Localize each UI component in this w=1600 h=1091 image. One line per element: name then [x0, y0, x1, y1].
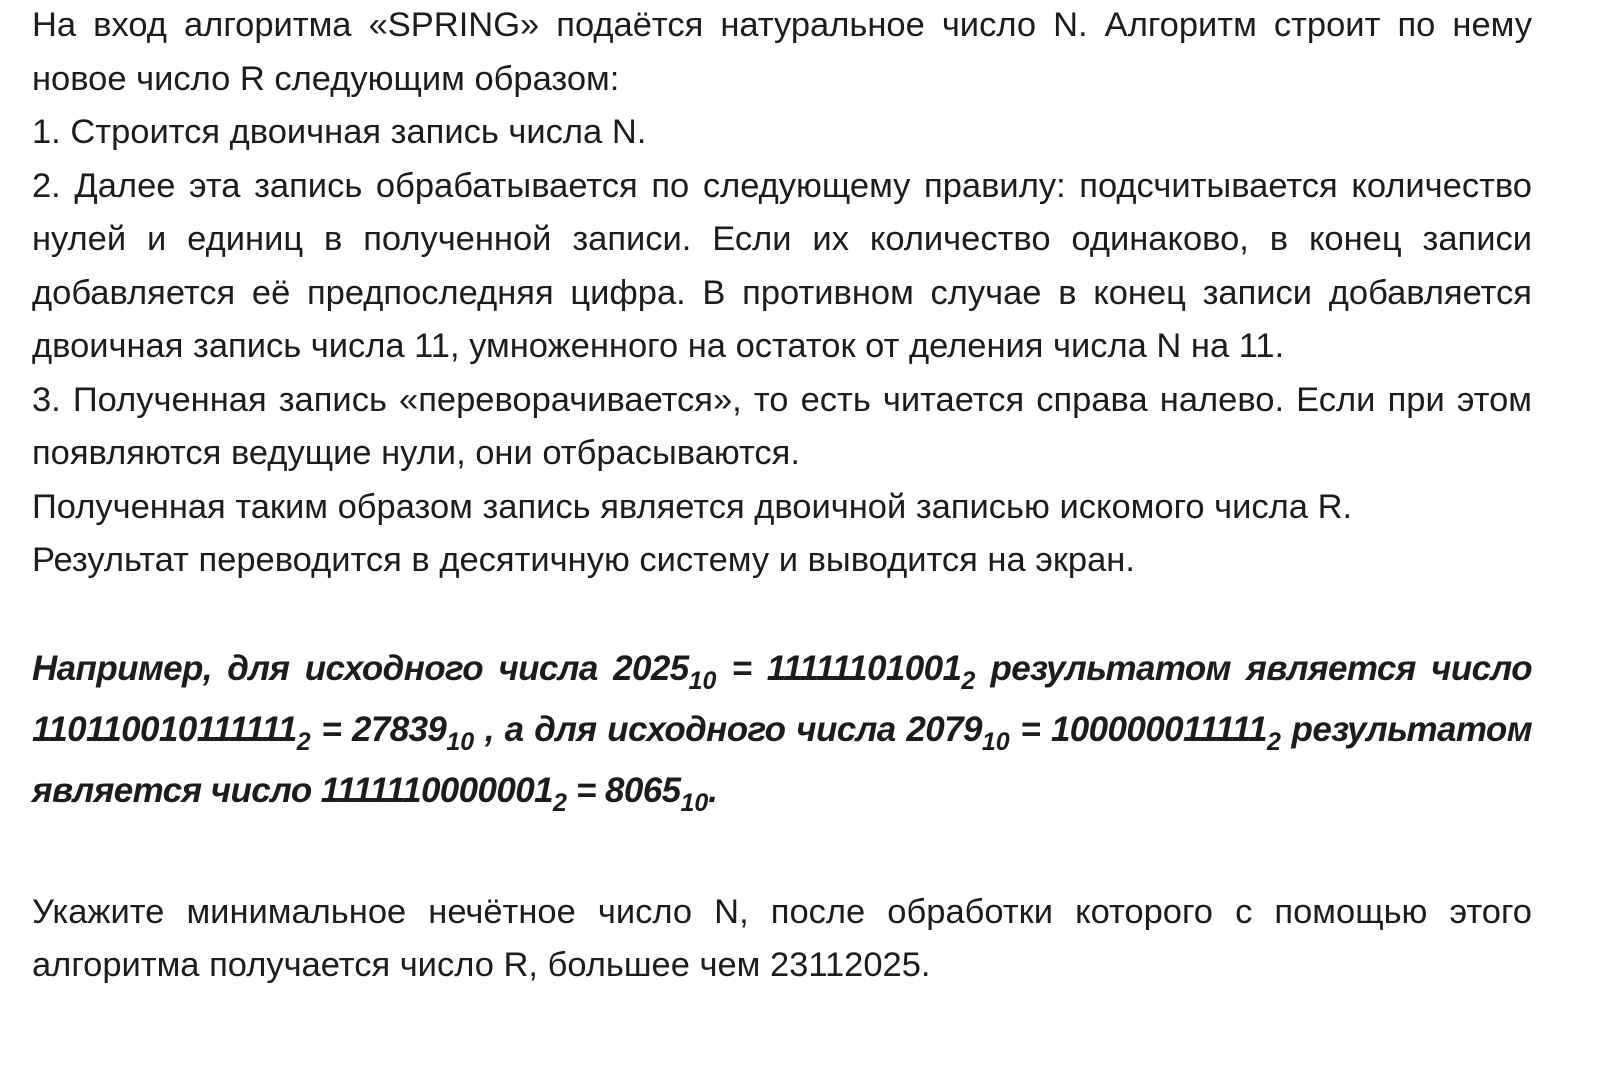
- example-number: 2025: [613, 648, 689, 688]
- result-paragraph: Полученная таким образом запись является двоичной записью искомого числа R.: [32, 487, 1353, 526]
- intro-paragraph: На вход алгоритма «SPRING» подаётся натуральное число N. Алгоритм строит по нему новое число R следующим образом:: [32, 6, 1532, 98]
- example-number: 8065: [605, 770, 681, 810]
- example-paragraph: [32, 638, 1532, 821]
- example-text: =: [716, 648, 767, 688]
- example-base: 2: [961, 666, 976, 695]
- example-text: =: [566, 770, 605, 810]
- task-document: [32, 0, 1532, 993]
- example-base: 10: [680, 788, 709, 817]
- example-base: 2: [553, 788, 567, 817]
- step-2-paragraph: 2. Далее эта запись обрабатывается по следующему правилу: подсчитывается количество нулей и единиц в полученной записи. Если их количество одинаково, в конец записи добавляется её предпоследняя цифра. В противном случае в конец записи добавляется двоичная запись числа 11, умноженного на остаток от деления числа N на 11.: [32, 166, 1532, 365]
- example-text: .: [708, 770, 718, 810]
- example-text: результатом является число: [32, 709, 1532, 810]
- example-base: 10: [981, 727, 1010, 756]
- example-number: 2079: [906, 709, 982, 749]
- example-base: 2: [1266, 727, 1281, 756]
- output-paragraph: Результат переводится в десятичную систему и выводится на экран.: [32, 541, 1135, 579]
- example-text: результатом является число: [975, 648, 1532, 688]
- example-text: =: [310, 709, 352, 749]
- example-base: 2: [296, 727, 311, 756]
- example-number: 27839: [351, 709, 447, 749]
- step-3-paragraph: 3. Полученная запись «переворачивается», то есть читается справа налево. Если при этом появляются ведущие нули, они отбрасываются.: [32, 380, 1532, 472]
- example-number: 100000011111: [1050, 709, 1267, 749]
- example-number: 11111101001: [766, 648, 962, 688]
- spacer: [32, 821, 1532, 886]
- example-base: 10: [446, 727, 475, 756]
- example-text: Например, для исходного числа: [32, 648, 614, 688]
- example-number: 110110010111111: [32, 709, 297, 749]
- example-number: 1111110000001: [320, 770, 553, 810]
- example-text: , а для исходного числа: [474, 709, 907, 749]
- example-base: 10: [688, 666, 717, 695]
- question-paragraph: Укажите минимальное нечётное число N, после обработки которого с помощью этого алгоритма получается число R, большее чем 23112025.: [32, 892, 1532, 984]
- step-1-paragraph: 1. Строится двоичная запись числа N.: [32, 113, 647, 151]
- example-text: =: [1009, 709, 1051, 749]
- spacer: [32, 588, 1532, 638]
